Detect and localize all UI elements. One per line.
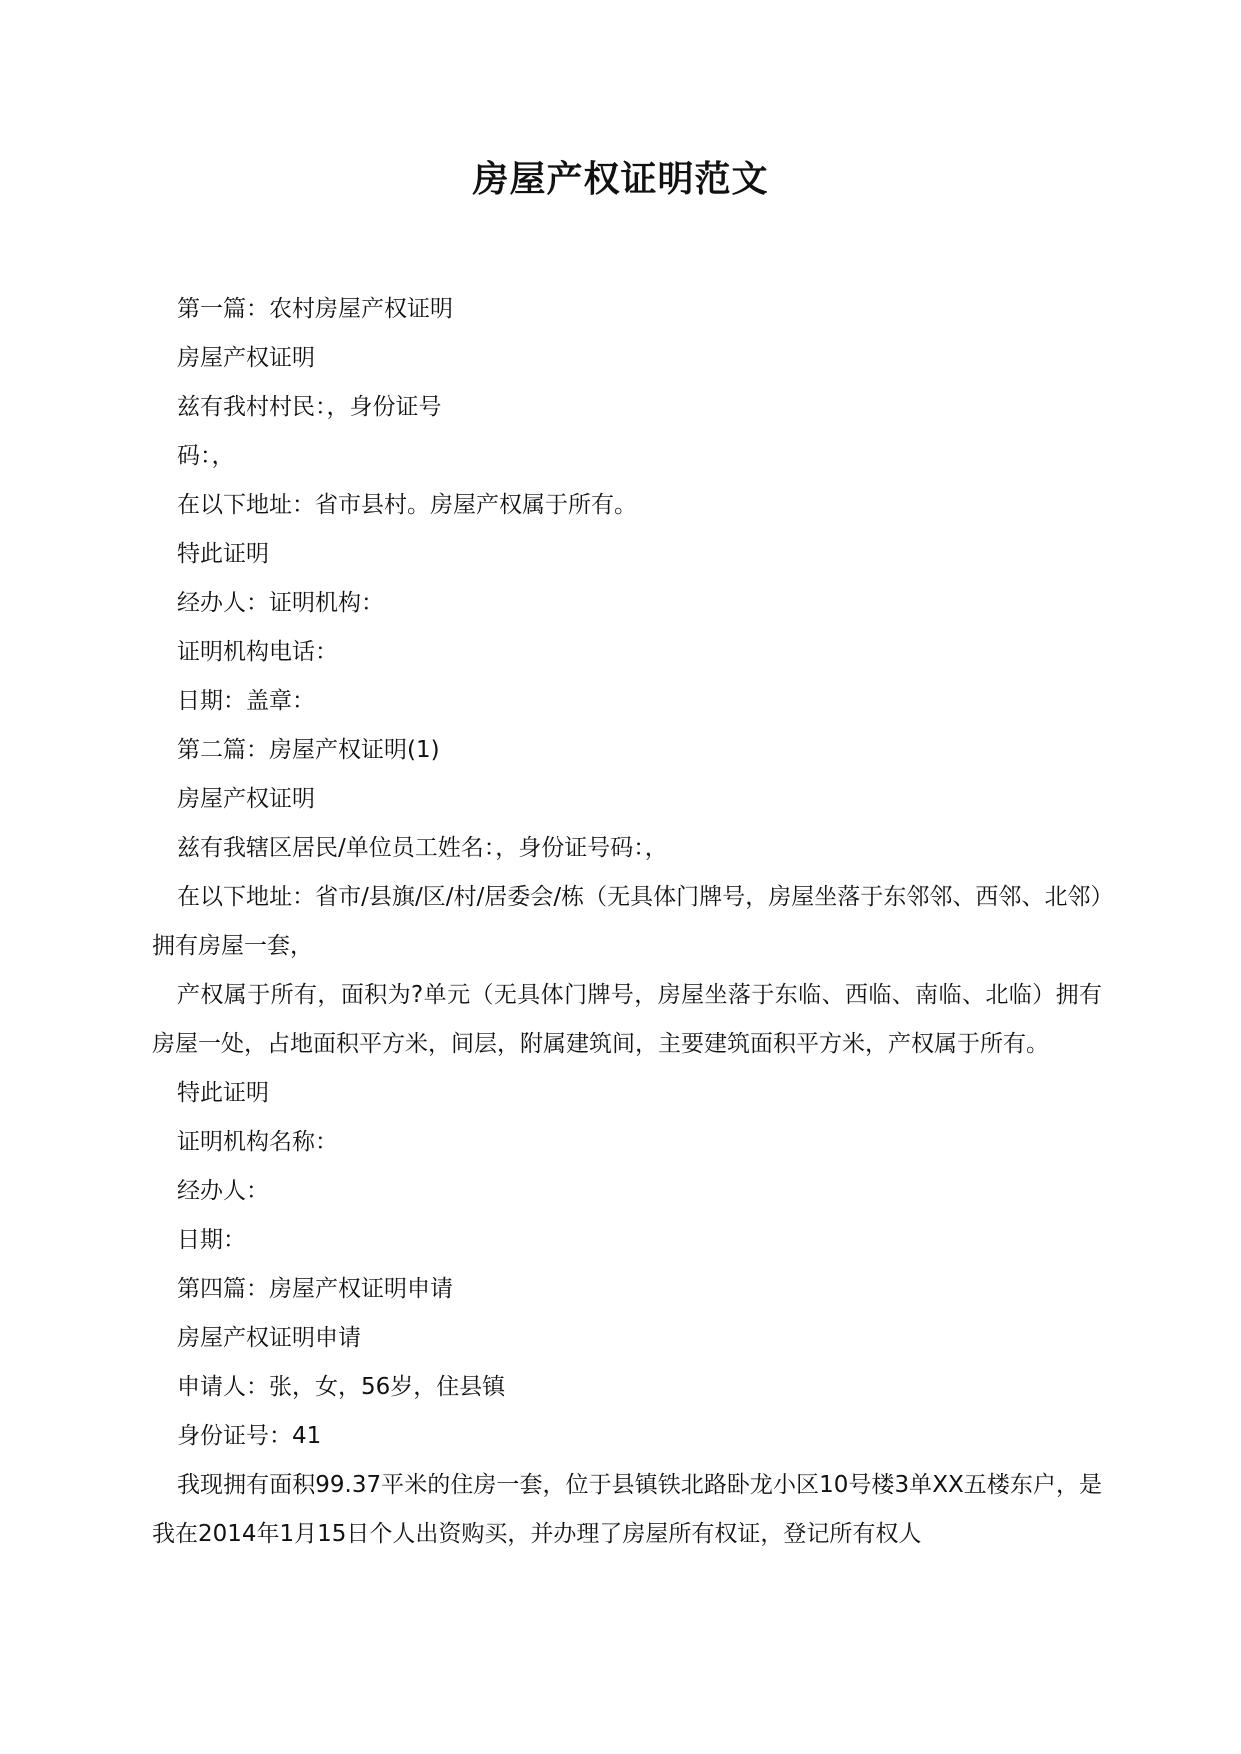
document-body (152, 285, 1102, 1559)
paragraph: 第一篇：农村房屋产权证明 (177, 296, 453, 322)
paragraph: 证明机构名称： (177, 1129, 338, 1155)
paragraph: 特此证明 (177, 1080, 269, 1106)
paragraph: 兹有我村村民：，身份证号 (177, 394, 442, 420)
paragraph: 身份证号：41 (177, 1423, 322, 1449)
paragraph: 第二篇：房屋产权证明(1) (177, 737, 440, 763)
document-title: 房屋产权证明范文 (472, 159, 769, 200)
paragraph: 经办人： (177, 1178, 269, 1204)
paragraph: 第四篇：房屋产权证明申请 (177, 1276, 453, 1302)
paragraph: 在以下地址：省市县村。房屋产权属于所有。 (177, 492, 637, 518)
paragraph: 房屋产权证明 (177, 786, 315, 812)
paragraph: 我现拥有面积99.37平米的住房一套，位于县镇铁北路卧龙小区10号楼3单XX五楼东户，是我在2014年1月15日个人出资购买，并办理了房屋所有权证，登记所有权人 (152, 1472, 1102, 1547)
paragraph: 日期：盖章： (177, 688, 315, 714)
paragraph: 房屋产权证明申请 (177, 1325, 361, 1351)
paragraph: 产权属于所有，面积为?单元（无具体门牌号，房屋坐落于东临、西临、南临、北临）拥有房屋一处，占地面积平方米，间层，附属建筑间，主要建筑面积平方米，产权属于所有。 (152, 982, 1102, 1057)
paragraph: 码：， (177, 443, 235, 469)
paragraph: 兹有我辖区居民/单位员工姓名：，身份证号码：， (177, 835, 668, 861)
paragraph: 房屋产权证明 (177, 345, 315, 371)
paragraph: 日期： (177, 1227, 246, 1253)
paragraph: 申请人：张，女，56岁，住县镇 (177, 1374, 506, 1400)
paragraph: 在以下地址：省市/县旗/区/村/居委会/栋（无具体门牌号，房屋坐落于东邻邻、西邻、北邻）拥有房屋一套， (152, 884, 1102, 959)
paragraph: 经办人：证明机构： (177, 590, 384, 616)
paragraph: 特此证明 (177, 541, 269, 567)
paragraph: 证明机构电话： (177, 639, 338, 665)
